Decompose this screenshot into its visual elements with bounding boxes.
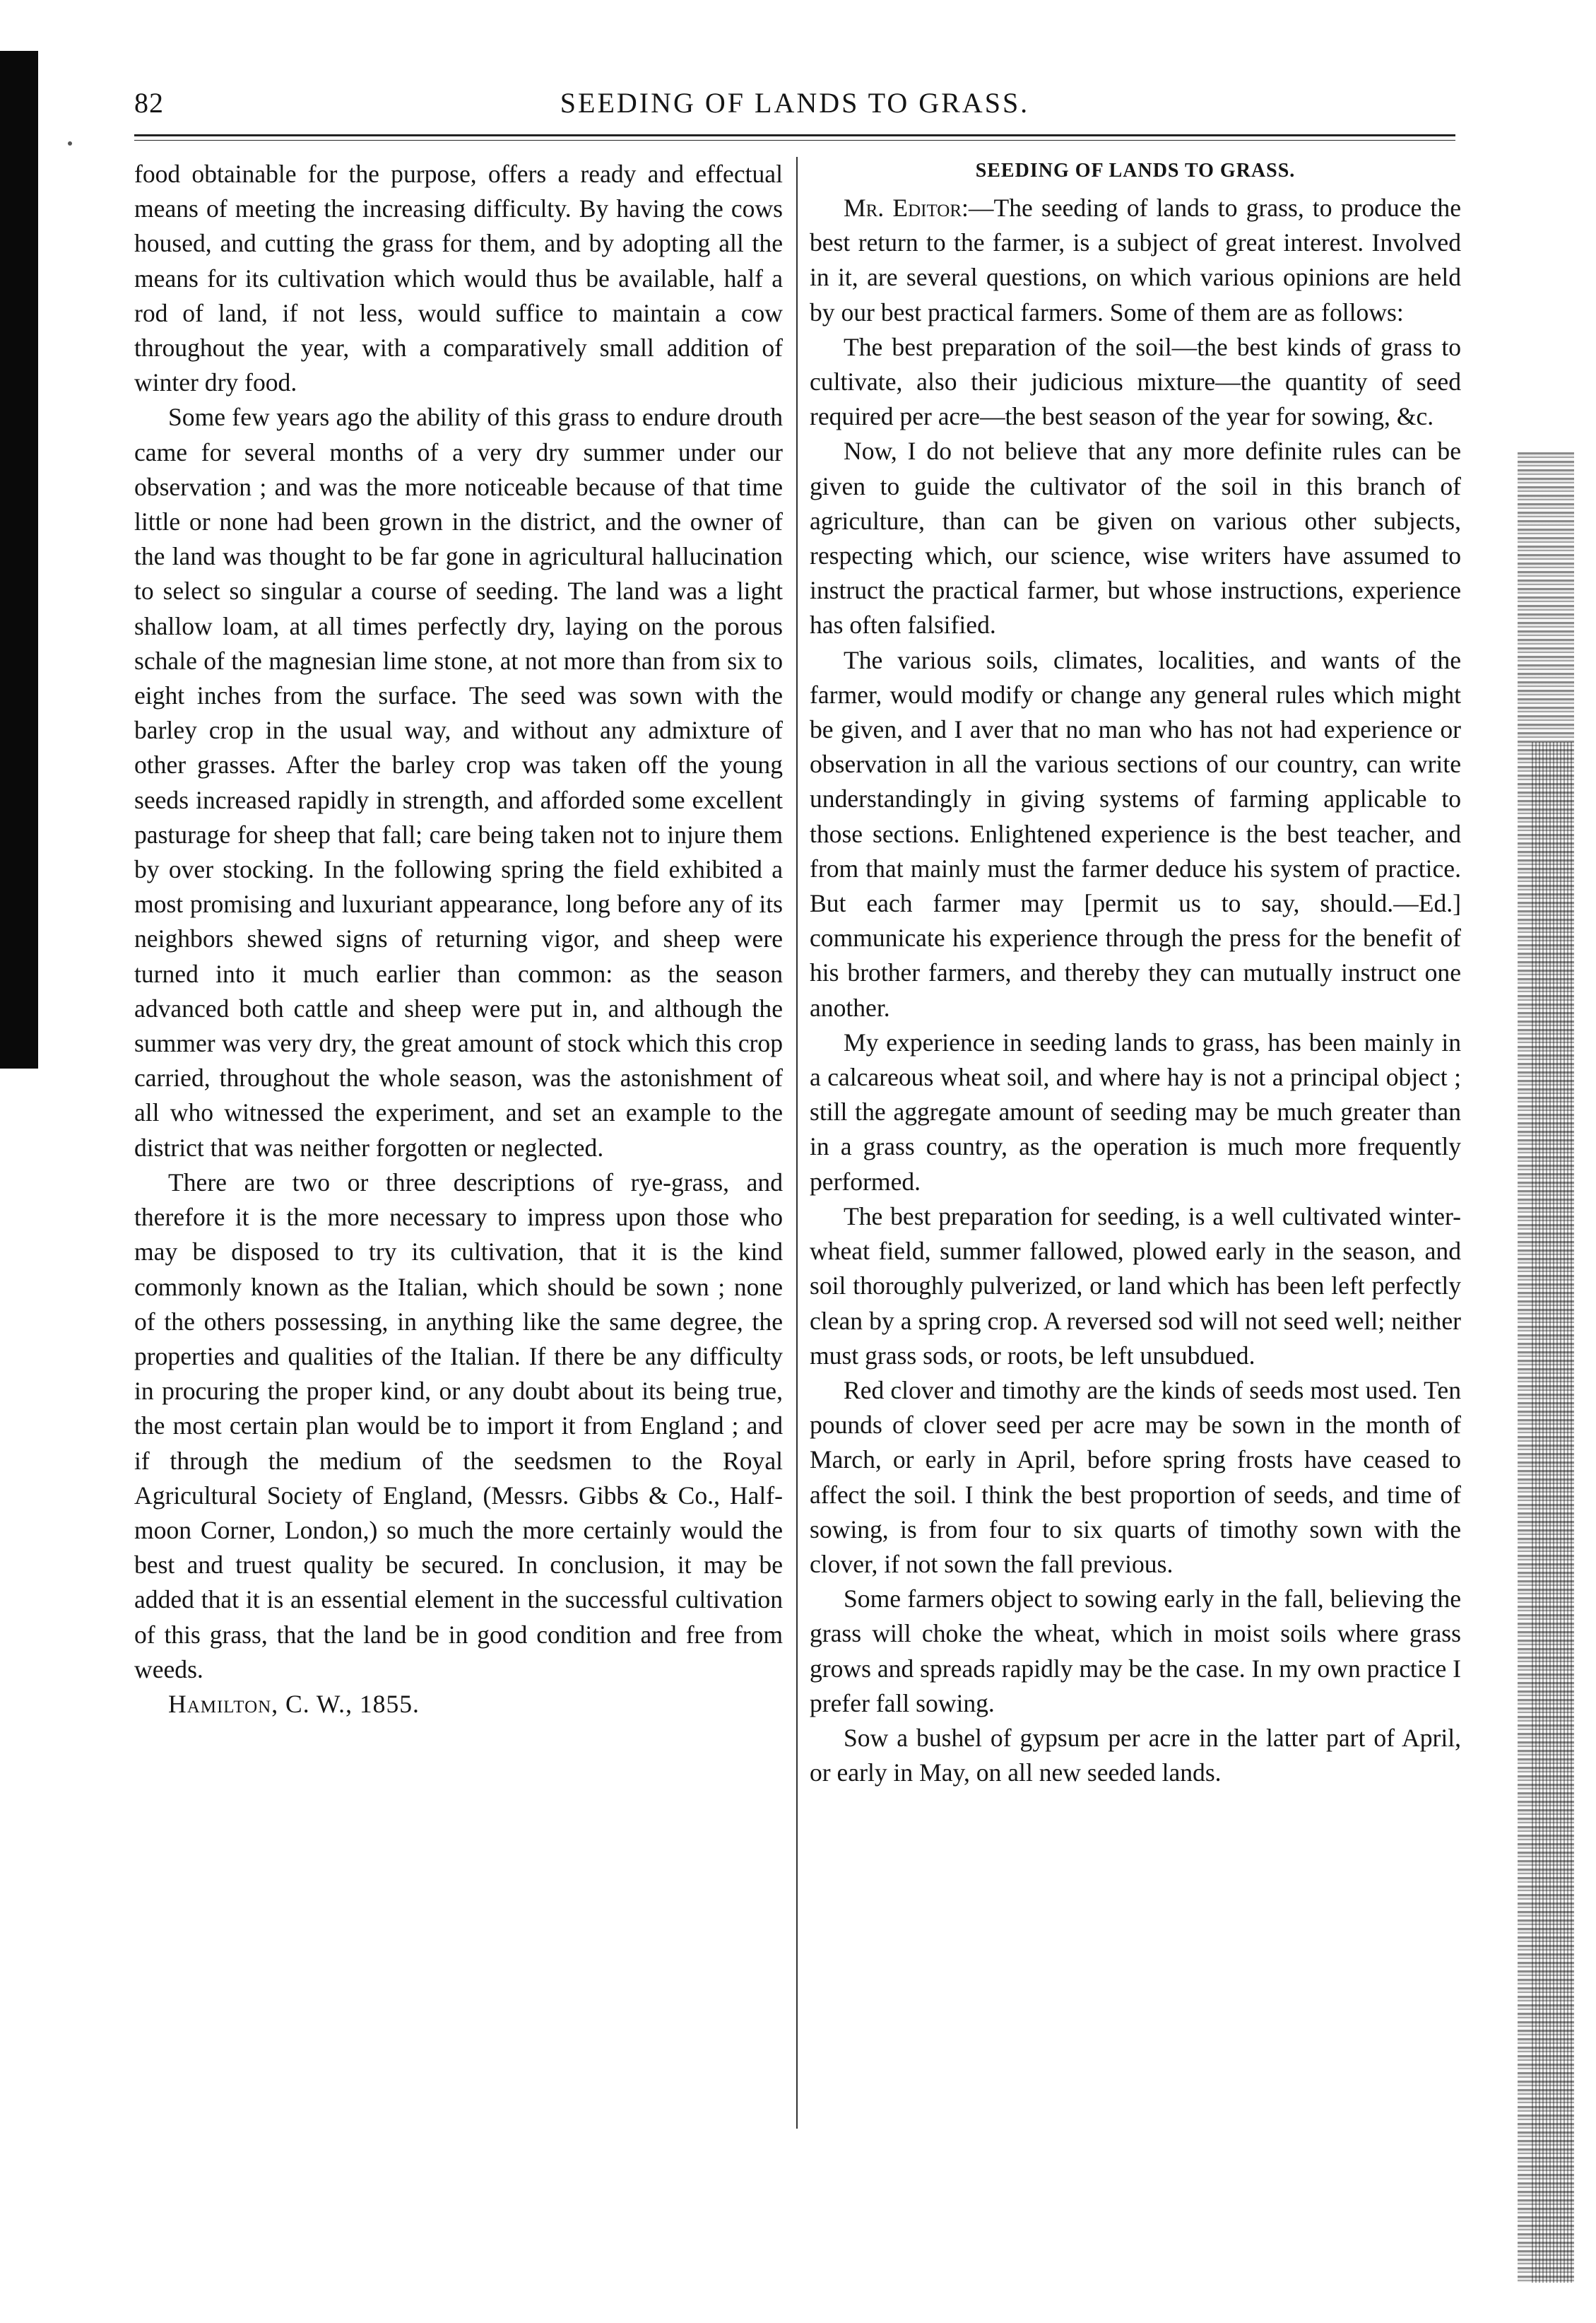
- page-number: 82: [134, 87, 164, 119]
- scan-binding-shadow: [0, 51, 38, 1069]
- paragraph: Red clover and timothy are the kinds of seeds most used. Ten pounds of clover seed per acre may be sown in the month of March, or early in April, before spring frosts have ceased to affect the soil. I think the best proportion of seeds, and time of sowing, is from four to six quarts of timothy sown with the clover, if not sown the fall previous.: [810, 1375, 1461, 1578]
- scan-speck: [68, 141, 72, 146]
- paragraph: Sow a bushel of gypsum per acre in the latter part of April, or early in May, on all new seeded lands.: [810, 1723, 1461, 1787]
- article-title: SEEDING OF LANDS TO GRASS.: [975, 160, 1296, 182]
- running-title: SEEDING OF LANDS TO GRASS.: [560, 87, 1030, 119]
- paragraph: food obtainable for the purpose, offers a ready and effectual means of meeting the increasing difficulty. By having the cows housed, and cutting the grass for them, and by adopting all the means for its cultivation which would thus be available, half a rod of land, if not less, would suffice to maintain a cow throughout the year, with a comparatively small addition of winter dry food.: [134, 160, 783, 397]
- paragraph: The best preparation of the soil—the best kinds of grass to cultivate, also their judicious mixture—the quantity of seed required per acre—the best season of the year for sowing, &c.: [810, 332, 1461, 431]
- paragraph-text: —The seeding of lands to grass, to produce the best return to the farmer, is a subject of great interest. Involved in it, are several questions, on which various opinions are held by our best practical farmers. Some of them are as follows:: [810, 194, 1461, 327]
- paragraph: Some few years ago the ability of this grass to endure drouth came for several months of a very dry summer under our observation ; and was the more noticeable because of that time little or none had been grown in the district, and the owner of the land was thought to be far gone in agricultural hallucination to select so singular a course of seeding. The land was a light shallow loam, at all times perfectly dry, laying on the porous schale of the magnesian lime stone, at not more than from six to eight inches from the surface. The seed was sown with the barley crop in the usual way, and without any admixture of other grasses. After the barley crop was taken off the young seeds increased rapidly in strength, and afforded some excellent pasturage for sheep that fall; care being taken not to injure them by over stocking. In the following spring the field exhibited a most promising and luxuriant appearance, long before any of its neighbors shewed signs of returning vigor, and sheep were turned into it much earlier than common: as the season advanced both cattle and sheep were put in, and although the summer was very dry, the great amount of stock which this crop carried, throughout the whole season, was the astonishment of all who witnessed the experiment, and set an example to the district that was neither forgotten or neglected.: [134, 403, 783, 1162]
- page-header: [134, 86, 1455, 129]
- left-column: [134, 157, 783, 1722]
- header-rule-bottom: [134, 140, 1455, 141]
- right-column: [810, 157, 1461, 1790]
- paragraph: The best preparation for seeding, is a well cultivated winter-wheat field, summer fallowed, plowed early in the season, and soil thoroughly pulverized, or land which has been left perfectly clean by a spring crop. A reversed sod will not seed well; neither must grass sods, or roots, be left unsubdued.: [810, 1201, 1461, 1370]
- paragraph: Some farmers object to sowing early in the fall, believing the grass will choke the wheat, which in moist soils where grass grows and spreads rapidly may be the case. In my own practice I prefer fall sowing.: [810, 1584, 1461, 1717]
- paragraph: There are two or three descriptions of rye-grass, and therefore it is the more necessary to impress upon those who may be disposed to try its cultivation, that it is the kind commonly known as the Italian, which should be sown ; none of the others possessing, in anything like the same degree, the properties and qualities of the Italian. If there be any difficulty in procuring the proper kind, or any doubt about its being true, the most certain plan would be to import it from England ; and if through the medium of the seedsmen to the Royal Agricultural Society of England, (Messrs. Gibbs & Co., Half-moon Corner, London,) so much the more certainly would the best and truest quality be secured. In conclusion, it may be added that it is an essential element in the successful cultivation of this grass, that the land be in good condition and free from weeds.: [134, 1168, 783, 1683]
- header-rule-top: [134, 134, 1455, 136]
- scan-page-edge-texture: [1532, 742, 1574, 2283]
- paragraph: My experience in seeding lands to grass, has been mainly in a calcareous wheat soil, and where hay is not a principal object ; still the aggregate amount of seeding may be much greater than in a grass country, as the operation is much more frequently performed.: [810, 1028, 1461, 1196]
- salutation: Mr. Editor:: [844, 194, 969, 222]
- column-separator: [796, 157, 798, 2129]
- paragraph: The various soils, climates, localities, and wants of the farmer, would modify or change any general rules which might be given, and I aver that no man who has not had experience or observation in all the various sections of our country, can write understandingly in giving systems of farming applicable to those sections. Enlightened experience is the best teacher, and from that mainly must the farmer deduce his system of practice. But each farmer may [permit us to say, should.—Ed.] communicate his experience through the press for the benefit of his brother farmers, and thereby they can mutually instruct one another.: [810, 645, 1461, 1022]
- paragraph: [810, 191, 1461, 330]
- paragraph: Now, I do not believe that any more definite rules can be given to guide the cultivator of the soil in this branch of agriculture, than can be given on various other subjects, respecting which, our science, wise writers have assumed to instruct the practical farmer, but whose instructions, experience has often falsified.: [810, 437, 1461, 640]
- dateline: Hamilton, C. W., 1855.: [168, 1689, 420, 1718]
